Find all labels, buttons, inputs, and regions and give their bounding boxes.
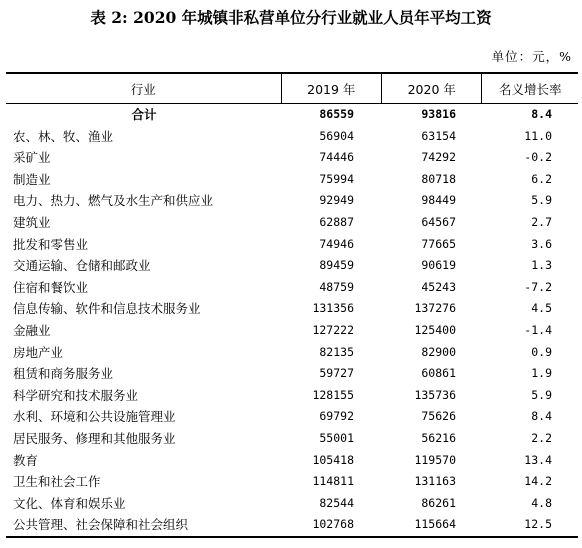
wage-table	[6, 72, 578, 538]
cell-2020: 64567	[421, 214, 456, 229]
cell-industry: 交通运输、仓储和邮政业	[13, 258, 151, 274]
cell-growth: 1.3	[531, 258, 552, 273]
cell-2019: 89459	[319, 258, 354, 273]
cell-growth: -1.4	[524, 322, 552, 337]
cell-industry: 住宿和餐饮业	[13, 279, 89, 295]
cell-2019: 105418	[312, 452, 354, 467]
table-row	[6, 126, 578, 148]
cell-2019: 102768	[312, 517, 354, 532]
cell-2020: 137276	[414, 301, 456, 316]
cell-growth: 5.9	[531, 387, 552, 402]
cell-2020: 90619	[421, 258, 456, 273]
cell-2020: 75626	[421, 409, 456, 424]
header-2019: 2019 年	[281, 74, 381, 103]
cell-growth: 0.9	[531, 344, 552, 359]
cell-industry: 水利、环境和公共设施管理业	[13, 409, 176, 425]
cell-growth: 2.2	[531, 430, 552, 445]
cell-2020: 131163	[414, 474, 456, 489]
table-row	[6, 234, 578, 256]
cell-2019: 48759	[319, 279, 354, 294]
cell-2019: 55001	[319, 430, 354, 445]
table-row	[6, 385, 578, 407]
cell-industry: 建筑业	[13, 214, 51, 230]
cell-industry: 居民服务、修理和其他服务业	[13, 430, 176, 446]
cell-growth: -0.2	[524, 150, 552, 165]
table-row	[6, 147, 578, 169]
table-title: 表 2: 2020 年城镇非私营单位分行业就业人员年平均工资	[90, 8, 492, 27]
cell-2019: 82544	[319, 495, 354, 510]
cell-2019: 74446	[319, 150, 354, 165]
cell-industry: 农、林、牧、渔业	[13, 128, 114, 144]
cell-growth: 8.4	[531, 409, 552, 424]
cell-growth: 14.2	[524, 474, 552, 489]
cell-2020: 56216	[421, 430, 456, 445]
cell-industry: 制造业	[13, 171, 51, 187]
table-row	[6, 406, 578, 428]
table-row	[6, 428, 578, 450]
cell-2019: 74946	[319, 236, 354, 251]
table-row	[6, 514, 578, 536]
table-row	[6, 298, 578, 320]
cell-industry: 合计	[131, 107, 157, 122]
cell-growth: 3.6	[531, 236, 552, 251]
cell-growth: -7.2	[524, 279, 552, 294]
cell-2020: 63154	[421, 128, 456, 143]
table-row	[6, 169, 578, 191]
header-growth: 名义增长率	[481, 74, 578, 103]
cell-2020: 135736	[414, 387, 456, 402]
cell-industry: 电力、热力、燃气及水生产和供应业	[13, 193, 214, 209]
cell-2019: 86559	[319, 107, 354, 121]
cell-2020: 80718	[421, 171, 456, 186]
header-industry: 行业	[130, 81, 156, 97]
table-row	[6, 493, 578, 515]
cell-growth: 4.8	[531, 495, 552, 510]
cell-2020: 93816	[421, 107, 456, 121]
cell-industry: 科学研究和技术服务业	[13, 387, 139, 403]
table-row-total	[6, 104, 578, 126]
cell-2019: 92949	[319, 193, 354, 208]
cell-industry: 教育	[13, 452, 39, 468]
cell-industry: 租赁和商务服务业	[13, 366, 114, 382]
cell-industry: 公共管理、社会保障和社会组织	[13, 517, 189, 533]
table-body	[6, 104, 578, 536]
cell-growth: 13.4	[524, 452, 552, 467]
cell-industry: 采矿业	[13, 150, 51, 166]
cell-growth: 8.4	[531, 107, 552, 121]
cell-2020: 119570	[414, 452, 456, 467]
cell-2020: 86261	[421, 495, 456, 510]
table-row	[6, 255, 578, 277]
cell-2020: 74292	[421, 150, 456, 165]
cell-industry: 卫生和社会工作	[13, 474, 101, 490]
cell-industry: 房地产业	[13, 344, 64, 360]
cell-2019: 114811	[312, 474, 354, 489]
header-2020: 2020 年	[381, 74, 481, 103]
cell-2019: 82135	[319, 344, 354, 359]
cell-industry: 批发和零售业	[13, 236, 89, 252]
cell-2019: 56904	[319, 128, 354, 143]
table-row	[6, 277, 578, 299]
cell-2020: 98449	[421, 193, 456, 208]
table-row	[6, 471, 578, 493]
table-row	[6, 212, 578, 234]
cell-2020: 82900	[421, 344, 456, 359]
cell-2020: 125400	[414, 322, 456, 337]
cell-industry: 信息传输、软件和信息技术服务业	[13, 301, 201, 317]
cell-growth: 2.7	[531, 214, 552, 229]
cell-2020: 45243	[421, 279, 456, 294]
table-row	[6, 320, 578, 342]
cell-2019: 128155	[312, 387, 354, 402]
cell-2019: 62887	[319, 214, 354, 229]
cell-2020: 77665	[421, 236, 456, 251]
cell-2020: 60861	[421, 366, 456, 381]
table-row	[6, 342, 578, 364]
cell-growth: 5.9	[531, 193, 552, 208]
cell-growth: 4.5	[531, 301, 552, 316]
cell-2020: 115664	[414, 517, 456, 532]
cell-growth: 1.9	[531, 366, 552, 381]
cell-2019: 131356	[312, 301, 354, 316]
table-row	[6, 363, 578, 385]
cell-industry: 金融业	[13, 322, 51, 338]
table-row	[6, 450, 578, 472]
unit-label: 单位：元，%	[491, 49, 572, 64]
cell-2019: 69792	[319, 409, 354, 424]
cell-2019: 127222	[312, 322, 354, 337]
cell-2019: 59727	[319, 366, 354, 381]
table-header	[6, 74, 578, 104]
table-row	[6, 190, 578, 212]
cell-growth: 11.0	[524, 128, 552, 143]
cell-2019: 75994	[319, 171, 354, 186]
cell-growth: 12.5	[524, 517, 552, 532]
cell-growth: 6.2	[531, 171, 552, 186]
cell-industry: 文化、体育和娱乐业	[13, 495, 126, 511]
